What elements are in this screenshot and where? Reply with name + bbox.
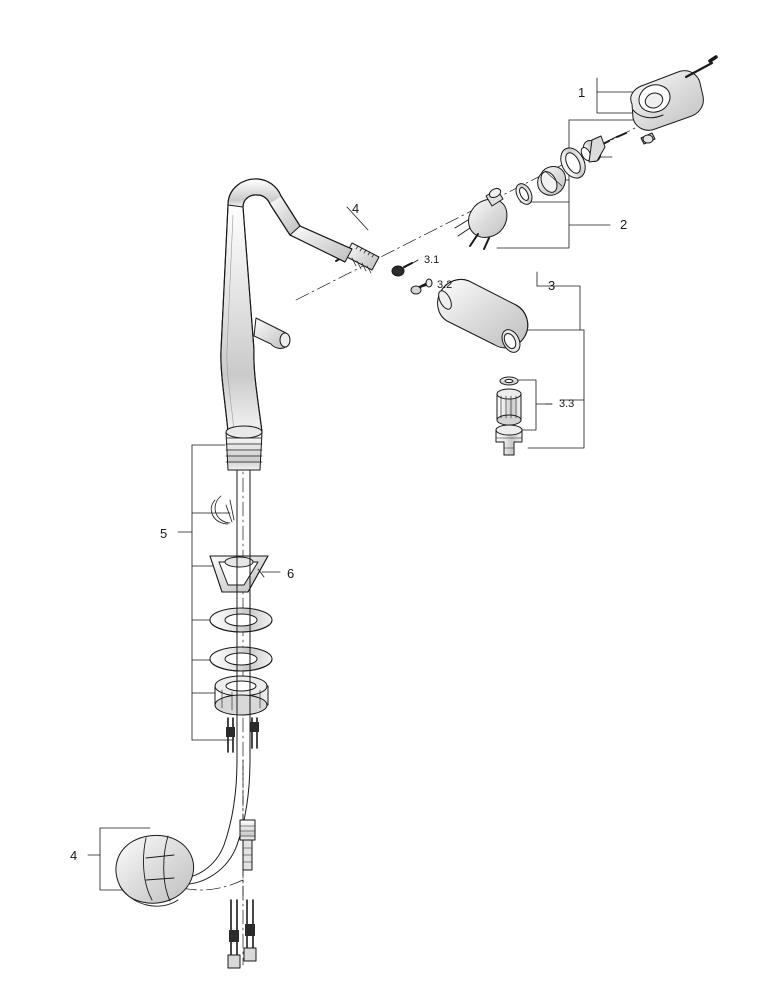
part-threaded-shank	[226, 426, 262, 470]
part-outlet-sleeve	[497, 389, 521, 425]
part-collar-nut	[538, 167, 566, 196]
part-hose-run-upper	[211, 470, 250, 545]
handle-screw-set	[601, 133, 655, 145]
part-washer-large-1	[210, 608, 272, 632]
callout-2: 2	[620, 217, 628, 232]
part-cartridge	[455, 187, 507, 249]
part-fixing-nut	[215, 676, 268, 715]
callout-3: 3	[548, 278, 556, 293]
callout-5: 5	[160, 526, 168, 541]
part-outlet-clip	[496, 425, 522, 455]
part-hose-nipple	[240, 820, 255, 870]
part-hose-lower	[176, 545, 250, 900]
part-washer-a	[513, 181, 535, 207]
callout-3-2: 3.2	[437, 279, 453, 291]
part-fixing-studs	[226, 718, 259, 752]
callout-3-1: 3.1	[424, 254, 440, 266]
callout-leaders	[88, 78, 650, 890]
part-stabilising-plate	[210, 556, 268, 592]
callout-1: 1	[578, 85, 586, 100]
part-lever-handle	[631, 57, 716, 130]
part-washer-large-2	[210, 647, 272, 671]
part-connection-hoses	[228, 900, 256, 968]
part-spray-connector	[392, 263, 412, 276]
part-hose-coupling	[411, 279, 432, 294]
callout-4-bottom: 4	[70, 848, 78, 863]
callout-3-3: 3.3	[559, 398, 575, 410]
tap-body	[221, 179, 352, 432]
part-outlet-oring	[500, 377, 518, 385]
callout-6: 6	[287, 566, 295, 581]
callout-4-top: 4	[352, 201, 360, 216]
part-hose-weight	[116, 835, 194, 906]
